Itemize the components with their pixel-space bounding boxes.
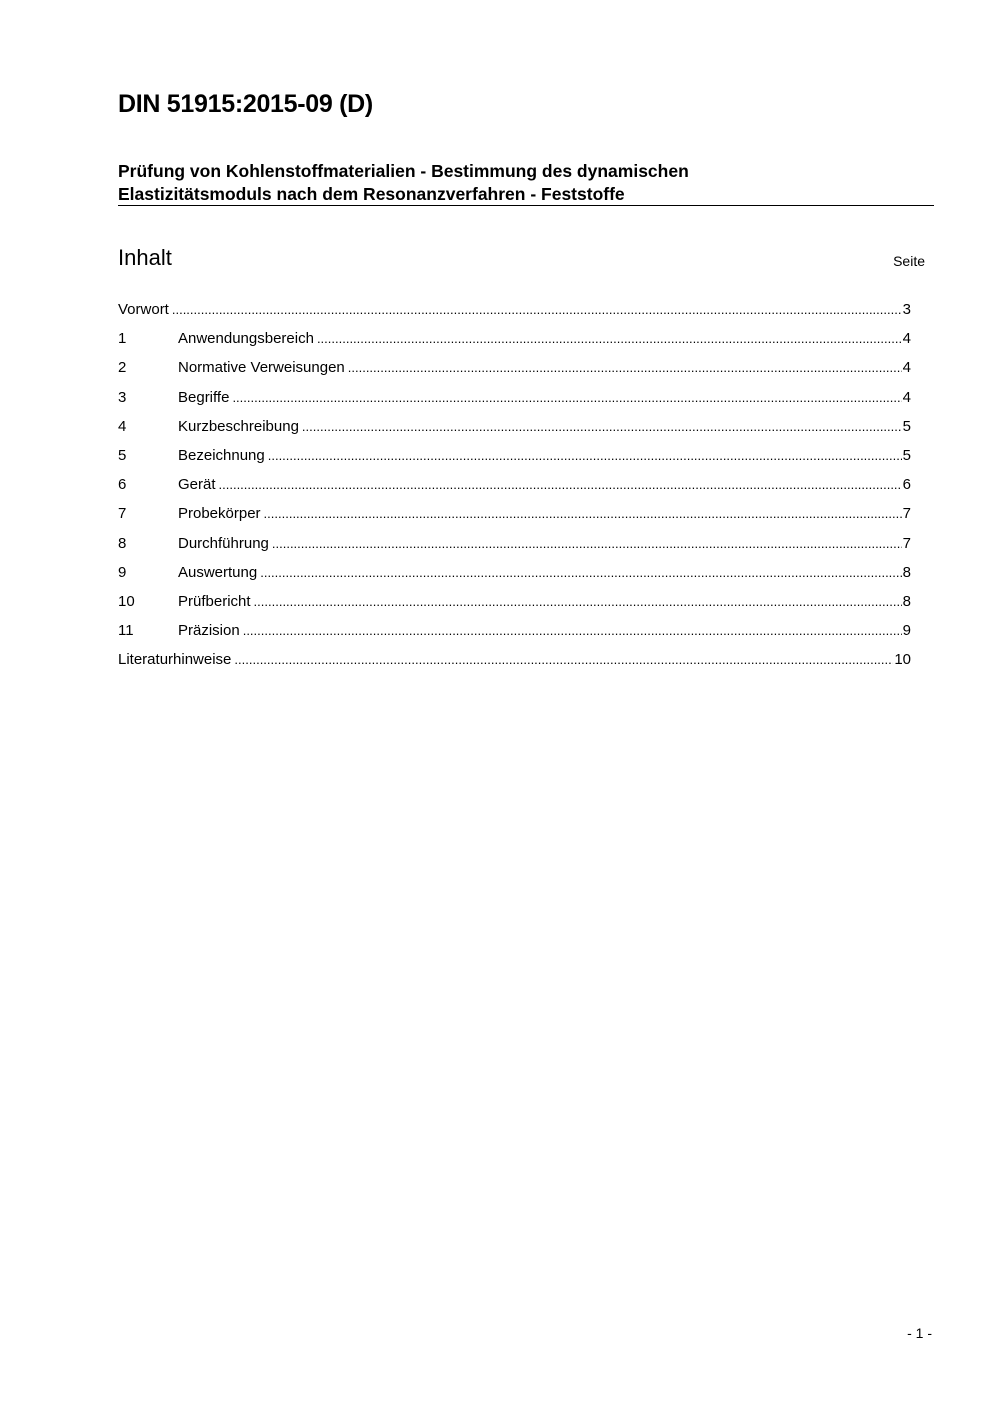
toc-dot-leader [268, 446, 902, 466]
toc-entry-7[interactable] [118, 504, 911, 533]
toc-entry-title: Literaturhinweise [118, 651, 232, 669]
toc-dot-leader [219, 475, 902, 495]
toc-entry-page: 8 [902, 563, 911, 581]
toc-entry-page: 8 [902, 592, 911, 610]
toc-entry-5[interactable] [118, 446, 911, 475]
toc-entry-2[interactable] [118, 358, 911, 387]
toc-entry-number: 1 [118, 330, 127, 348]
toc-dot-leader [260, 563, 901, 583]
toc-entry-title: Gerät [178, 476, 216, 494]
toc-entry-number: 7 [118, 505, 127, 523]
toc-entry-number: 11 [118, 622, 134, 640]
toc-dot-leader [264, 504, 902, 524]
toc-entry-title: Präzision [178, 622, 240, 640]
toc-entry-3[interactable] [118, 388, 911, 417]
toc-dot-leader [234, 650, 893, 670]
toc-page-column-label: Seite [893, 253, 925, 269]
toc-entry-page: 6 [902, 476, 911, 494]
toc-entry-number: 6 [118, 476, 127, 494]
toc-entry-title: Anwendungsbereich [178, 330, 314, 348]
toc-dot-leader [254, 592, 902, 612]
document-id: DIN 51915:2015-09 (D) [118, 90, 373, 118]
toc-entry-page: 7 [902, 534, 911, 552]
toc-entry-1[interactable] [118, 329, 911, 358]
toc-heading: Inhalt [118, 245, 172, 270]
toc-entry-page: 10 [894, 651, 911, 669]
toc-entry-title: Bezeichnung [178, 446, 265, 464]
toc-entry-number: 8 [118, 534, 127, 552]
page-number: - 1 - [907, 1325, 932, 1341]
toc-entry-page: 4 [902, 388, 911, 406]
toc-entry-10[interactable] [118, 592, 911, 621]
toc-entry-title: Normative Verweisungen [178, 359, 345, 377]
document-title-line-1: Prüfung von Kohlenstoffmaterialien - Bestimmung des dynamischen [118, 161, 689, 181]
toc-entry-page: 4 [902, 359, 911, 377]
toc-dot-leader [232, 388, 901, 408]
toc-dot-leader [302, 417, 902, 437]
toc-entry-8[interactable] [118, 534, 911, 563]
toc-entry-number: 3 [118, 388, 127, 406]
toc-dot-leader [317, 329, 902, 349]
toc-entry-9[interactable] [118, 563, 911, 592]
toc-entry-page: 9 [902, 622, 911, 640]
toc-entry-4[interactable] [118, 417, 911, 446]
document-title [118, 160, 689, 206]
toc-entry-title: Auswertung [178, 563, 258, 581]
toc-entry-6[interactable] [118, 475, 911, 504]
toc-dot-leader [348, 358, 902, 378]
toc-entry-title: Begriffe [178, 388, 230, 406]
toc-dot-leader [172, 300, 902, 320]
toc-entry-page: 5 [902, 446, 911, 464]
toc-entry-number: 5 [118, 446, 127, 464]
toc-entry-title: Prüfbericht [178, 592, 251, 610]
toc-entry-number: 4 [118, 417, 127, 435]
toc-entry-page: 5 [902, 417, 911, 435]
toc-entry-title: Probekörper [178, 505, 261, 523]
title-divider [118, 205, 934, 206]
toc-entry-title: Durchführung [178, 534, 269, 552]
toc-entry-literaturhinweise[interactable] [118, 650, 911, 679]
toc-entry-page: 7 [902, 505, 911, 523]
toc-entry-11[interactable] [118, 621, 911, 650]
toc-entry-number: 10 [118, 592, 135, 610]
table-of-contents [118, 300, 911, 679]
toc-entry-title: Vorwort [118, 301, 169, 318]
toc-entry-page: 4 [902, 330, 911, 348]
document-title-line-2: Elastizitätsmoduls nach dem Resonanzverfahren - Feststoffe [118, 184, 625, 204]
toc-entry-number: 9 [118, 563, 127, 581]
toc-dot-leader [243, 621, 902, 641]
toc-entry-title: Kurzbeschreibung [178, 417, 299, 435]
toc-entry-page: 3 [902, 301, 911, 318]
toc-entry-vorwort[interactable] [118, 300, 911, 329]
toc-entry-number: 2 [118, 359, 127, 377]
toc-dot-leader [272, 534, 902, 554]
